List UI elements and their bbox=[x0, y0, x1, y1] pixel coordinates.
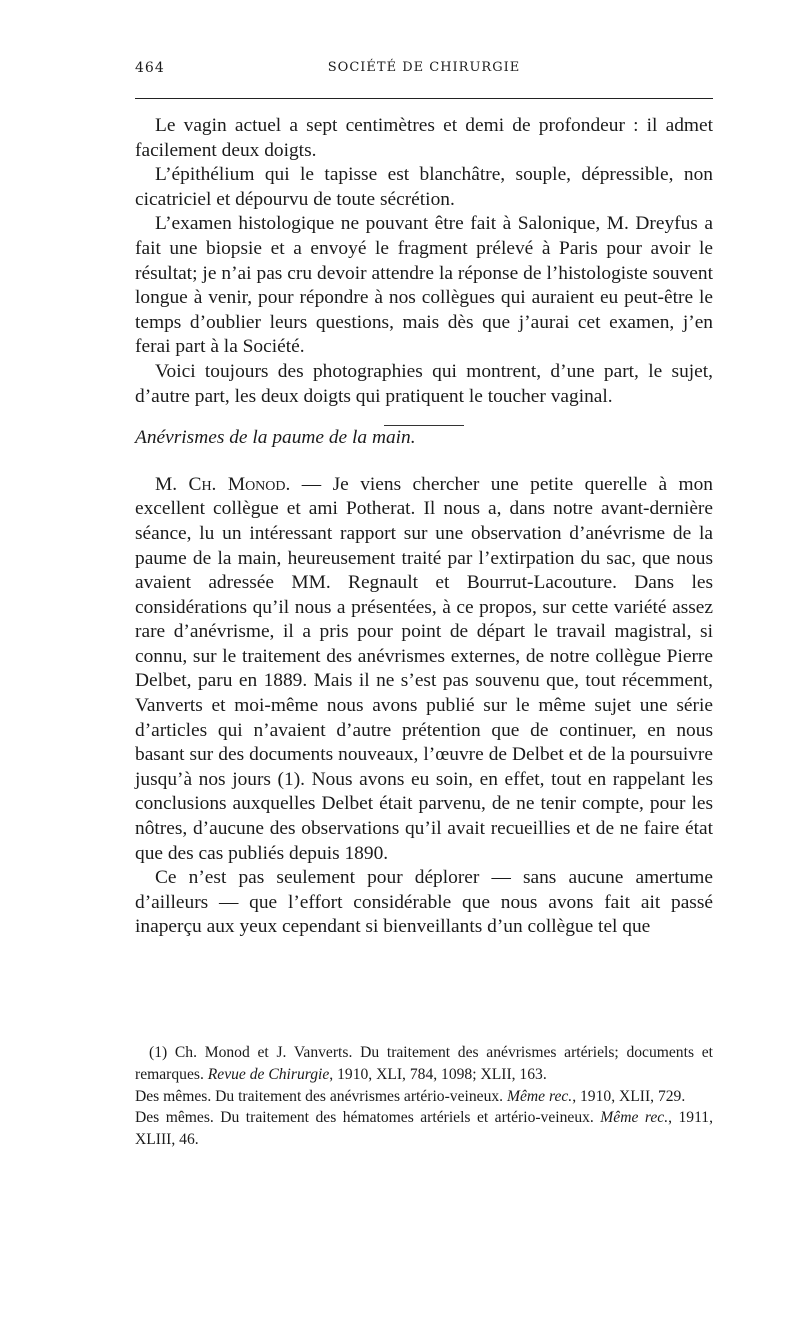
footnote-3-text: Des mêmes. Du traitement des hématomes artériels et artério-veineux. bbox=[135, 1109, 601, 1127]
footnote-3-ref: , 1911, XLIII, 46. bbox=[135, 1109, 713, 1149]
paragraph-monod-text: — Je viens chercher une petite querelle à mon excellent collègue et ami Potherat. Il nous a, dans notre avant-dernière séance, lu un intéressant rapport sur une observation d’anévrisme de la paume de la main, heureusement traité par l’extirpation du sac, que nous avaient adressée MM. Regnault et Bourrut-Lacouture. Dans les considérations qu’il nous a présentées, à ce propos, sur cette variété assez rare d’anévrisme, il a pris pour point de départ le travail magistral, si connu, sur le traitement des anévrismes externes, de notre collègue Pierre Delbet, paru en 1889. Mais il ne s’est pas souvenu que, tout récemment, Vanverts et moi-même nous avons publié sur le même sujet une série d’articles qui n’avaient d’autre prétention que de continuer, en nous basant sur des documents nouveaux, l’œuvre de Delbet et de la poursuivre jusqu’à nos jours (1). Nous avons eu soin, en effet, tout en rappelant les conclusions auxquelles Delbet était parvenu, de ne tenir compte, pour les nôtres, d’aucune des observations qu’il avait recueillies et de ne faire état que des cas publiés depuis 1890. bbox=[135, 473, 713, 864]
paragraph-epithelium: L’épithélium qui le tapisse est blanchâtre, souple, dépressible, non cicatriciel et dépourvu de toute sécrétion. bbox=[135, 164, 713, 210]
footnote-2-ref: , 1910, XLII, 729. bbox=[572, 1087, 686, 1105]
footnote-2 bbox=[135, 1086, 713, 1108]
footnote-3 bbox=[135, 1107, 713, 1151]
paragraph-deplorer: Ce n’est pas seulement pour déplorer — sans aucune amertume d’ailleurs — que l’effort considérable que nous avons fait ait passé inaperçu aux yeux cependant si bienveillants d’un collègue tel que bbox=[135, 867, 713, 938]
section-title: Anévrismes de la paume de la main. bbox=[135, 427, 416, 449]
footnote-1 bbox=[135, 1042, 713, 1086]
paragraph-monod bbox=[135, 473, 713, 867]
running-title: SOCIÉTÉ DE CHIRURGIE bbox=[327, 60, 521, 75]
spacer bbox=[135, 451, 713, 473]
footnote-1-ref: , 1910, XLI, 784, 1098; XLII, 163. bbox=[329, 1065, 547, 1083]
header-rule bbox=[135, 98, 713, 99]
footnote-3-journal: Même rec. bbox=[600, 1109, 669, 1127]
page-number: 464 bbox=[135, 60, 165, 76]
speaker-name: M. Ch. Monod. bbox=[155, 473, 291, 495]
paragraph-vagin: Le vagin actuel a sept centimètres et demi de profondeur : il admet facilement deux doigts. bbox=[135, 115, 713, 161]
body-text bbox=[135, 114, 713, 940]
footnote-1-text: (1) Ch. Monod et J. Vanverts. Du traitement des anévrismes artériels; documents et remarques. bbox=[135, 1044, 713, 1083]
footnote-2-text: Des mêmes. Du traitement des anévrismes artério-veineux. bbox=[135, 1087, 507, 1105]
paragraph-examen: L’examen histologique ne pouvant être fait à Salonique, M. Dreyfus a fait une biopsie et a envoyé le fragment prélevé à Paris pour avoir le résultat; je n’ai pas cru devoir attendre la réponse de l’histologiste souvent longue à venir, pour répondre à nos collègues qui auraient eu peut-être le temps d’oublier leurs questions, mais dès que j’aurai cet examen, j’en ferai part à la Société. bbox=[135, 213, 713, 358]
paragraph-photographies: Voici toujours des photographies qui montrent, d’une part, le sujet, d’autre part, les deux doigts qui pratiquent le toucher vaginal. bbox=[135, 360, 713, 407]
footnote-1-journal: Revue de Chirurgie bbox=[207, 1065, 330, 1083]
footnotes bbox=[135, 1042, 713, 1151]
page-header bbox=[135, 60, 713, 84]
footnote-2-journal: Même rec. bbox=[506, 1087, 573, 1105]
